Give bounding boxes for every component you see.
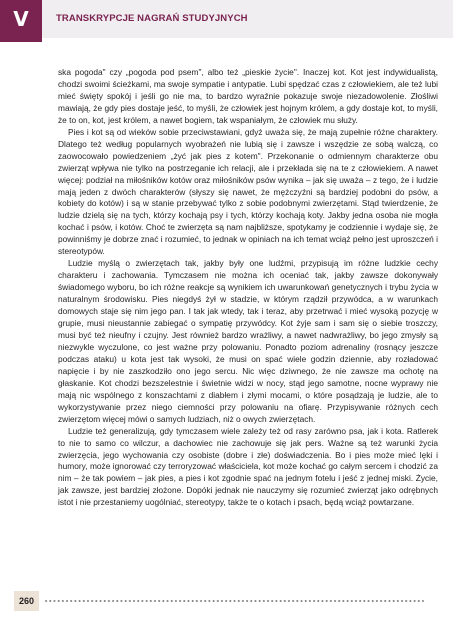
paragraph: Pies i kot są od wieków sobie przeciwstawiani, gdyż uważa się, że mają zupełnie różne charaktery. Dlatego też według popularnych wyobrażeń nie lubią się i zawsze i wszędzie ze sobą walczą, co zaowocowało powiedzeniem „żyć jak pies z kotem". Przekonanie o odmiennym charakterze obu zwierząt wpływa nie tylko na postrzeganie ich relacji, ale i przekłada się na te z człowiekiem. A nawet więcej: podział na miłośników kotów oraz miłośników psów wynika – jak się uważa – z tego, że i ludzie mają jeden z dwóch charakterów (słyszy się nawet, że mężczyźni są bardziej podobni do psów, a kobiety do kotów) i są w stanie przebywać tylko z sobie podobnymi zwierzętami. Stąd twierdzenie, że ludzie dzielą się na tych, którzy kochają psy i tych, którzy kochają koty. Jakby jedna osoba nie mogła kochać i psów, i kotów. Choć te zwierzęta są nam najbliższe, spotykamy je codziennie i wydaje się, że powinniśmy je dobrze znać i rozumieć, to jednak w opiniach na ich temat wciąż pełno jest uproszczeń i stereotypów. [58, 126, 438, 257]
paragraph: Ludzie myślą o zwierzętach tak, jakby były one ludźmi, przypisują im różne ludzkie cechy charakteru i zachowania. Tymczasem nie można ich oceniać tak, jakby zawsze dokonywały świadomego wyboru, bo ich różne reakcje są wynikiem ich uwarunkowań genetycznych i trybu życia w naturalnym środowisku. Pies niegdyś żył w stadzie, w którym rządził przywódca, a w warunkach domowych staje się nim jego pan. I tak jak wtedy, tak i teraz, aby przetrwać i mieć wysoką pozycję w grupie, musi nieustannie zabiegać o sympatię przywódcy. Kot żyje sam i sam się o siebie troszczy, musi być też nieufny i czujny. Jest również bardzo wrażliwy, a nawet nadwrażliwy, bo jego zmysły są niezwykle wyczulone, co jest ważne przy polowaniu. Ponadto poziom adrenaliny (rosnący jeszcze podczas ataku) u kota jest tak wysoki, że musi on spać wiele godzin dziennie, aby rozładować napięcie i by nie zaszkodziło ono jego sercu. Nic więc dziwnego, że nie zawsze ma ochotę na głaskanie. Kot chodzi bezszelestnie i świetnie widzi w nocy, stąd jego samotne, nocne wyprawy nie mają nic wspólnego z konszachtami z diabłem i złymi mocami, o które posądzają je ludzie, ale to wykorzystywanie przez niego ciemności przy polowaniu na ofiarę. Przypisywanie różnych cech zwierzętom więcej mówi o samych ludziach, niż o owych zwierzętach. [58, 258, 438, 424]
dotted-divider [44, 599, 424, 603]
chapter-badge-label: V [13, 7, 29, 31]
page-number: 260 [18, 596, 35, 606]
chapter-badge [0, 0, 42, 42]
paragraph: ska pogoda" czy „pogoda pod psem", albo też „pieskie życie". Inaczej kot. Kot jest indywidualistą, chodzi swoimi ścieżkami, ma swoje sympatie i antypatie. Lubi spędzać czas z człowiekiem, ale też lubi mieć święty spokój i jeśli go nie ma, to bardzo wyraźnie pokazuje swoje niezadowolenie. Złośliwi mawiają, że gdy pies dostaje jeść, to myśli, że człowiek jest hojnym królem, a gdy dostaje kot, to myśli, że to on, kot, jest królem, a nawet bogiem, tak wspaniałym, że człowiek mu służy. [58, 67, 438, 125]
paragraph: Ludzie też generalizują, gdy tymczasem wiele zależy też od rasy zarówno psa, jak i kota. Ratlerek to nie to samo co wilczur, a dachowiec nie zachowuje się jak pers. Ważne są też warunki życia zwierzęcia, jego wychowania czy osobiste (dobre i złe) doświadczenia. Bo i pies może mieć lęki i humory, może ignorować czy terroryzować właściciela, kot może kochać go całym sercem i chodzić za nim – że tak powiem – jak pies, a pies i kot zgodnie spać na jednym fotelu i jeść z jednej miski. Życie, jak zawsze, jest bardziej złożone. Dopóki jednak nie nauczymy się rozumieć zwierząt jako odrębnych istot i nie przestaniemy uogólniać, stereotypy, także te o kotach i psach, będą wciąż powtarzane. [58, 425, 438, 508]
transcript-body [58, 67, 438, 509]
page-number-tab [14, 591, 39, 611]
running-header-title: TRANSKRYPCJE NAGRAŃ STUDYJNYCH [56, 13, 248, 24]
